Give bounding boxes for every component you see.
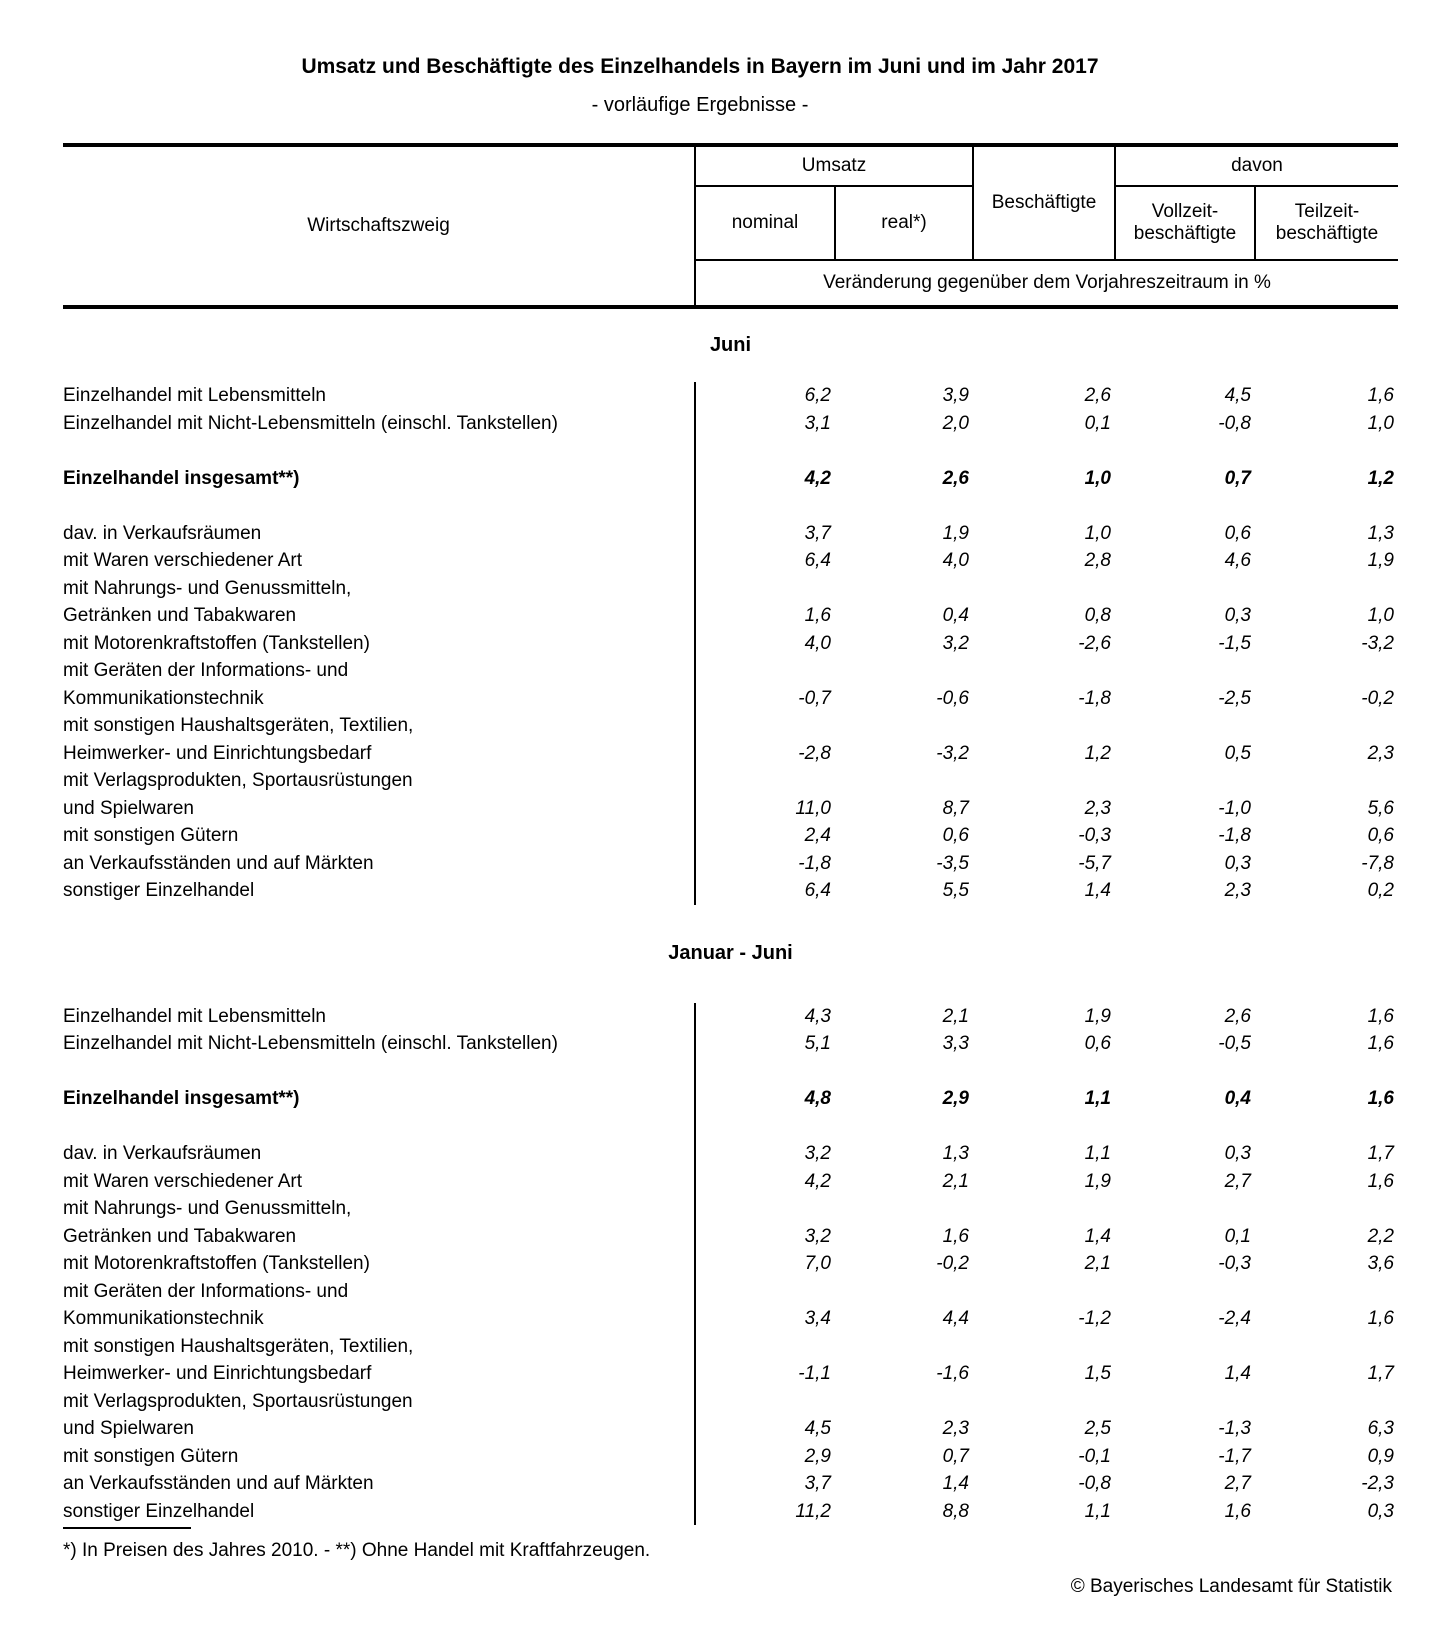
- value-cell-nominal: 1,6: [804, 605, 831, 626]
- value-cell-beschaeftigte: -1,8: [1078, 687, 1111, 709]
- row-label: Einzelhandel mit Lebensmitteln: [63, 1003, 695, 1031]
- value-cell-nominal: 5,1: [804, 1033, 831, 1054]
- value-cell-vollzeit: 4,6: [1224, 550, 1251, 571]
- value-cell-real: 3,3: [942, 1033, 969, 1054]
- value-cell-nominal: 3,7: [804, 522, 831, 544]
- value-cell-nominal: [695, 767, 835, 795]
- value-cell-real: [835, 575, 973, 603]
- row-label: mit sonstigen Gütern: [63, 822, 695, 850]
- value-cell-beschaeftigte: 1,9: [1084, 1005, 1111, 1027]
- table-row: [63, 1470, 1398, 1498]
- row-label: mit Geräten der Informations- und: [63, 1278, 695, 1306]
- value-cell-nominal: 2,4: [804, 825, 831, 846]
- section-heading: Juni: [709, 333, 752, 356]
- value-cell-beschaeftigte: 1,1: [1084, 1088, 1111, 1109]
- value-cell-teilzeit: 0,2: [1367, 880, 1394, 901]
- spacer-cell: [63, 437, 695, 465]
- value-cell-nominal: 4,3: [804, 1005, 831, 1027]
- table-row: [63, 1333, 1398, 1361]
- value-cell-real: [835, 1388, 973, 1416]
- col-header-wirtschaftszweig: Wirtschaftszweig: [63, 145, 695, 307]
- table-row: [63, 630, 1398, 658]
- row-label: mit Geräten der Informations- und: [63, 657, 695, 685]
- table-row: [63, 575, 1398, 603]
- row-label: Einzelhandel mit Nicht-Lebensmitteln (einschl. Tankstellen): [63, 1030, 695, 1058]
- value-cell-teilzeit: 0,3: [1367, 1500, 1394, 1522]
- table-row: [63, 1278, 1398, 1306]
- value-cell-real: 1,4: [942, 1473, 969, 1494]
- value-cell-teilzeit: 1,0: [1367, 412, 1394, 434]
- row-label: mit Motorenkraftstoffen (Tankstellen): [63, 630, 695, 658]
- table-row: [63, 1305, 1398, 1333]
- value-cell-vollzeit: 2,3: [1224, 880, 1251, 901]
- table-row: [63, 822, 1398, 850]
- value-cell-vollzeit: 2,6: [1224, 1005, 1251, 1027]
- value-cell-teilzeit: [1255, 767, 1398, 795]
- value-cell-real: 2,1: [942, 1170, 969, 1192]
- section-heading-row: [63, 307, 1398, 382]
- value-cell-real: 8,7: [942, 797, 969, 819]
- table-row: [63, 1388, 1398, 1416]
- value-cell-beschaeftigte: 2,1: [1084, 1253, 1111, 1274]
- value-cell-nominal: 4,8: [804, 1088, 831, 1109]
- value-cell-vollzeit: [1115, 712, 1255, 740]
- row-label: Kommunikationstechnik: [63, 1305, 695, 1333]
- table-row: [63, 465, 1398, 493]
- spacer-cell: [835, 492, 973, 520]
- page-title: Umsatz und Beschäftigte des Einzelhandels in Bayern im Juni und im Jahr 2017: [301, 55, 1099, 78]
- spacer-cell: [1115, 1113, 1255, 1141]
- value-cell-teilzeit: 2,3: [1367, 742, 1394, 764]
- value-cell-nominal: 4,2: [804, 467, 831, 489]
- spacer-cell: [835, 437, 973, 465]
- value-cell-teilzeit: 1,6: [1367, 1170, 1394, 1192]
- value-cell-beschaeftigte: 1,2: [1084, 742, 1111, 764]
- value-cell-real: [835, 767, 973, 795]
- value-cell-nominal: [695, 712, 835, 740]
- table-row: [63, 1003, 1398, 1031]
- value-cell-beschaeftigte: [973, 712, 1115, 740]
- value-cell-beschaeftigte: -2,6: [1078, 632, 1111, 654]
- row-label: mit Nahrungs- und Genussmitteln,: [63, 575, 695, 603]
- table-header: [63, 145, 1398, 307]
- table-row: [63, 602, 1398, 630]
- value-cell-vollzeit: 0,1: [1224, 1225, 1251, 1247]
- col-header-real: real*): [835, 186, 973, 260]
- value-cell-teilzeit: 1,6: [1367, 1308, 1394, 1329]
- value-cell-vollzeit: -0,8: [1218, 412, 1251, 434]
- spacer-cell: [973, 1058, 1115, 1086]
- row-label: dav. in Verkaufsräumen: [63, 1140, 695, 1168]
- spacer-cell: [695, 1113, 835, 1141]
- value-cell-beschaeftigte: -0,3: [1078, 825, 1111, 846]
- row-label: Einzelhandel insgesamt**): [63, 465, 695, 493]
- row-label: mit sonstigen Gütern: [63, 1443, 695, 1471]
- value-cell-beschaeftigte: -5,7: [1078, 852, 1111, 874]
- row-label: sonstiger Einzelhandel: [63, 877, 695, 905]
- value-cell-real: -0,2: [936, 1253, 969, 1274]
- value-cell-teilzeit: [1255, 575, 1398, 603]
- value-cell-teilzeit: 0,6: [1367, 825, 1394, 846]
- spacer-cell: [63, 492, 695, 520]
- value-cell-nominal: [695, 1333, 835, 1361]
- value-cell-beschaeftigte: 1,1: [1084, 1500, 1111, 1522]
- value-cell-beschaeftigte: 2,8: [1084, 550, 1111, 571]
- value-cell-vollzeit: -1,5: [1218, 632, 1251, 654]
- table-row: [63, 740, 1398, 768]
- table-row: [63, 685, 1398, 713]
- value-cell-teilzeit: [1255, 1388, 1398, 1416]
- value-cell-nominal: 4,5: [804, 1418, 831, 1439]
- value-cell-teilzeit: 6,3: [1367, 1418, 1394, 1439]
- header-row-groups: [63, 145, 1398, 186]
- value-cell-vollzeit: [1115, 1195, 1255, 1223]
- col-header-vollzeit: Vollzeit-beschäftigte: [1115, 186, 1255, 260]
- value-cell-real: 1,6: [942, 1225, 969, 1247]
- statistics-table: [63, 143, 1398, 1525]
- row-label: Kommunikationstechnik: [63, 685, 695, 713]
- value-cell-beschaeftigte: 1,9: [1084, 1170, 1111, 1192]
- value-cell-vollzeit: -2,4: [1218, 1308, 1251, 1329]
- table-row: [63, 657, 1398, 685]
- value-cell-beschaeftigte: [973, 1388, 1115, 1416]
- value-cell-vollzeit: -1,7: [1218, 1445, 1251, 1467]
- value-cell-teilzeit: 1,7: [1367, 1143, 1394, 1164]
- value-cell-teilzeit: 1,6: [1367, 385, 1394, 406]
- table-row: [63, 1030, 1398, 1058]
- value-cell-teilzeit: 1,9: [1367, 550, 1394, 571]
- value-cell-beschaeftigte: [973, 1195, 1115, 1223]
- value-cell-teilzeit: -7,8: [1361, 852, 1394, 874]
- value-cell-nominal: [695, 1388, 835, 1416]
- value-cell-beschaeftigte: 2,6: [1084, 385, 1111, 406]
- value-cell-beschaeftigte: -0,1: [1078, 1445, 1111, 1467]
- value-cell-nominal: -0,7: [798, 687, 831, 709]
- value-cell-vollzeit: 1,6: [1224, 1500, 1251, 1522]
- value-cell-teilzeit: 2,2: [1367, 1225, 1394, 1247]
- spacer-cell: [1255, 437, 1398, 465]
- value-cell-vollzeit: 0,7: [1224, 467, 1251, 489]
- value-cell-nominal: 4,0: [804, 632, 831, 654]
- value-cell-beschaeftigte: 1,0: [1084, 467, 1111, 489]
- table-row: [63, 382, 1398, 410]
- table-row: [63, 1250, 1398, 1278]
- spacer-cell: [973, 437, 1115, 465]
- value-cell-real: 3,2: [942, 632, 969, 654]
- value-cell-teilzeit: [1255, 712, 1398, 740]
- value-cell-real: 5,5: [942, 880, 969, 901]
- value-cell-nominal: 6,2: [804, 385, 831, 406]
- value-cell-nominal: -1,8: [798, 852, 831, 874]
- value-cell-vollzeit: -1,3: [1218, 1418, 1251, 1439]
- value-cell-vollzeit: [1115, 1333, 1255, 1361]
- value-cell-nominal: 11,2: [795, 1500, 831, 1522]
- value-cell-vollzeit: -1,0: [1218, 797, 1251, 819]
- value-cell-teilzeit: 3,6: [1367, 1253, 1394, 1274]
- spacer-row: [63, 492, 1398, 520]
- col-header-beschaeftigte: Beschäftigte: [973, 145, 1115, 260]
- value-cell-vollzeit: 0,3: [1224, 605, 1251, 626]
- spacer-row: [63, 1058, 1398, 1086]
- spacer-cell: [63, 1058, 695, 1086]
- value-cell-real: 8,8: [942, 1500, 969, 1522]
- spacer-cell: [695, 492, 835, 520]
- row-label: an Verkaufsständen und auf Märkten: [63, 850, 695, 878]
- value-cell-real: 2,3: [942, 1418, 969, 1439]
- spacer-cell: [63, 1113, 695, 1141]
- value-cell-teilzeit: 1,6: [1367, 1088, 1394, 1109]
- value-cell-teilzeit: -0,2: [1361, 687, 1394, 709]
- value-cell-real: -1,6: [936, 1363, 969, 1384]
- value-cell-real: 2,0: [942, 412, 969, 434]
- row-label: mit sonstigen Haushaltsgeräten, Textilien,: [63, 1333, 695, 1361]
- row-label: mit Nahrungs- und Genussmitteln,: [63, 1195, 695, 1223]
- value-cell-vollzeit: [1115, 767, 1255, 795]
- value-cell-beschaeftigte: [973, 1278, 1115, 1306]
- table-row: [63, 1195, 1398, 1223]
- value-cell-vollzeit: 0,3: [1224, 1143, 1251, 1164]
- row-label: dav. in Verkaufsräumen: [63, 520, 695, 548]
- table-row: [63, 410, 1398, 438]
- row-label: sonstiger Einzelhandel: [63, 1498, 695, 1526]
- value-cell-beschaeftigte: -0,8: [1078, 1473, 1111, 1494]
- table-row: [63, 1360, 1398, 1388]
- value-cell-nominal: 3,4: [804, 1308, 831, 1329]
- value-cell-nominal: 2,9: [804, 1445, 831, 1467]
- spacer-cell: [835, 1058, 973, 1086]
- value-cell-beschaeftigte: 1,4: [1084, 880, 1111, 901]
- table-row: [63, 520, 1398, 548]
- value-cell-nominal: 6,4: [804, 550, 831, 571]
- value-cell-beschaeftigte: [973, 1333, 1115, 1361]
- spacer-cell: [695, 437, 835, 465]
- value-cell-nominal: -2,8: [798, 742, 831, 764]
- spacer-cell: [695, 1058, 835, 1086]
- value-cell-nominal: 4,2: [804, 1170, 831, 1192]
- value-cell-vollzeit: -0,3: [1218, 1253, 1251, 1274]
- value-cell-teilzeit: 1,6: [1367, 1005, 1394, 1027]
- value-cell-beschaeftigte: 0,6: [1084, 1033, 1111, 1054]
- col-header-teilzeit: Teilzeit-beschäftigte: [1255, 186, 1398, 260]
- spacer-cell: [1255, 1113, 1398, 1141]
- value-cell-real: 0,6: [942, 825, 969, 846]
- table-row: [63, 712, 1398, 740]
- value-cell-real: -3,5: [936, 852, 969, 874]
- row-label: Heimwerker- und Einrichtungsbedarf: [63, 740, 695, 768]
- row-label: mit Verlagsprodukten, Sportausrüstungen: [63, 1388, 695, 1416]
- value-cell-real: [835, 1333, 973, 1361]
- value-cell-real: 3,9: [942, 385, 969, 406]
- spacer-cell: [1115, 437, 1255, 465]
- row-label: mit Waren verschiedener Art: [63, 547, 695, 575]
- row-label: Getränken und Tabakwaren: [63, 1223, 695, 1251]
- value-cell-vollzeit: -2,5: [1218, 687, 1251, 709]
- value-cell-nominal: 3,7: [804, 1473, 831, 1494]
- value-cell-vollzeit: [1115, 1278, 1255, 1306]
- col-header-umsatz: Umsatz: [695, 145, 973, 186]
- table-row: [63, 850, 1398, 878]
- value-cell-vollzeit: [1115, 1388, 1255, 1416]
- row-label: Getränken und Tabakwaren: [63, 602, 695, 630]
- value-cell-teilzeit: -2,3: [1361, 1473, 1394, 1494]
- table-body: [63, 307, 1398, 1525]
- value-cell-teilzeit: [1255, 1195, 1398, 1223]
- value-cell-nominal: [695, 1195, 835, 1223]
- page-subtitle: - vorläufige Ergebnisse -: [591, 94, 809, 116]
- value-cell-vollzeit: 1,4: [1224, 1363, 1251, 1384]
- value-cell-real: [835, 712, 973, 740]
- value-cell-nominal: 7,0: [804, 1253, 831, 1274]
- value-cell-beschaeftigte: 0,8: [1084, 605, 1111, 626]
- table-row: [63, 1498, 1398, 1526]
- value-cell-nominal: 3,2: [804, 1143, 831, 1164]
- row-label: mit Waren verschiedener Art: [63, 1168, 695, 1196]
- value-cell-vollzeit: [1115, 575, 1255, 603]
- row-label: und Spielwaren: [63, 1415, 695, 1443]
- section-heading-row: [63, 905, 1398, 1003]
- col-header-davon: davon: [1115, 145, 1398, 186]
- value-cell-nominal: 6,4: [804, 880, 831, 901]
- value-cell-real: 2,1: [942, 1005, 969, 1027]
- row-label: und Spielwaren: [63, 795, 695, 823]
- value-cell-nominal: -1,1: [798, 1363, 831, 1384]
- value-cell-real: 4,0: [942, 550, 969, 571]
- spacer-cell: [973, 1113, 1115, 1141]
- value-cell-beschaeftigte: 1,5: [1084, 1363, 1111, 1384]
- value-cell-teilzeit: [1255, 1333, 1398, 1361]
- value-cell-vollzeit: 0,4: [1224, 1088, 1251, 1109]
- footnote-text: *) In Preisen des Jahres 2010. - **) Ohne Handel mit Kraftfahrzeugen.: [63, 1540, 651, 1561]
- row-label: Heimwerker- und Einrichtungsbedarf: [63, 1360, 695, 1388]
- value-cell-real: 0,4: [942, 605, 969, 626]
- col-header-nominal: nominal: [695, 186, 835, 260]
- value-cell-real: 2,9: [942, 1088, 969, 1109]
- value-cell-real: -3,2: [936, 742, 969, 764]
- value-cell-vollzeit: -1,8: [1218, 825, 1251, 846]
- value-cell-real: 1,3: [942, 1143, 969, 1164]
- value-cell-beschaeftigte: 1,1: [1084, 1143, 1111, 1164]
- value-cell-teilzeit: -3,2: [1361, 632, 1394, 654]
- spacer-cell: [1255, 1058, 1398, 1086]
- value-cell-vollzeit: 2,7: [1224, 1473, 1251, 1494]
- table-row: [63, 877, 1398, 905]
- spacer-row: [63, 437, 1398, 465]
- value-cell-vollzeit: [1115, 657, 1255, 685]
- row-label: Einzelhandel insgesamt**): [63, 1085, 695, 1113]
- value-cell-teilzeit: [1255, 657, 1398, 685]
- spacer-cell: [1115, 492, 1255, 520]
- table-row: [63, 547, 1398, 575]
- value-cell-vollzeit: 0,5: [1224, 742, 1251, 764]
- value-cell-nominal: [695, 657, 835, 685]
- value-cell-nominal: [695, 1278, 835, 1306]
- value-cell-nominal: [695, 575, 835, 603]
- value-cell-vollzeit: 4,5: [1224, 385, 1251, 406]
- row-label: Einzelhandel mit Lebensmitteln: [63, 382, 695, 410]
- value-cell-beschaeftigte: [973, 657, 1115, 685]
- row-label: mit sonstigen Haushaltsgeräten, Textilien,: [63, 712, 695, 740]
- value-cell-real: -0,6: [936, 687, 969, 709]
- value-cell-real: 2,6: [942, 467, 969, 489]
- row-label: mit Verlagsprodukten, Sportausrüstungen: [63, 767, 695, 795]
- value-cell-beschaeftigte: [973, 767, 1115, 795]
- row-label: Einzelhandel mit Nicht-Lebensmitteln (einschl. Tankstellen): [63, 410, 695, 438]
- spacer-cell: [973, 492, 1115, 520]
- value-cell-real: [835, 1195, 973, 1223]
- value-cell-nominal: 3,2: [804, 1225, 831, 1247]
- value-cell-beschaeftigte: 1,0: [1084, 522, 1111, 544]
- value-cell-vollzeit: 0,6: [1224, 522, 1251, 544]
- table-row: [63, 795, 1398, 823]
- value-cell-real: [835, 657, 973, 685]
- value-cell-nominal: 3,1: [804, 412, 831, 434]
- value-cell-teilzeit: 1,0: [1367, 605, 1394, 626]
- value-cell-beschaeftigte: 1,4: [1084, 1225, 1111, 1247]
- value-cell-teilzeit: 1,6: [1367, 1033, 1394, 1054]
- table-row: [63, 1085, 1398, 1113]
- footnote-separator: [63, 1527, 191, 1529]
- value-cell-vollzeit: 2,7: [1224, 1170, 1251, 1192]
- value-cell-vollzeit: 0,3: [1224, 852, 1251, 874]
- value-cell-real: [835, 1278, 973, 1306]
- value-cell-nominal: 11,0: [795, 797, 831, 819]
- value-cell-teilzeit: 0,9: [1367, 1445, 1394, 1467]
- value-cell-beschaeftigte: -1,2: [1078, 1308, 1111, 1329]
- row-label: an Verkaufsständen und auf Märkten: [63, 1470, 695, 1498]
- row-label: mit Motorenkraftstoffen (Tankstellen): [63, 1250, 695, 1278]
- value-cell-beschaeftigte: 2,3: [1084, 797, 1111, 819]
- copyright-text: © Bayerisches Landesamt für Statistik: [1070, 1576, 1392, 1597]
- table-row: [63, 767, 1398, 795]
- table-row: [63, 1443, 1398, 1471]
- table-row: [63, 1223, 1398, 1251]
- table-row: [63, 1415, 1398, 1443]
- value-cell-beschaeftigte: 2,5: [1084, 1418, 1111, 1439]
- value-cell-teilzeit: 5,6: [1367, 797, 1394, 819]
- value-cell-teilzeit: 1,7: [1367, 1363, 1394, 1384]
- value-cell-teilzeit: 1,3: [1367, 522, 1394, 544]
- value-cell-beschaeftigte: [973, 575, 1115, 603]
- value-cell-real: 1,9: [942, 522, 969, 544]
- value-cell-beschaeftigte: 0,1: [1084, 412, 1111, 434]
- table-row: [63, 1168, 1398, 1196]
- spacer-row: [63, 1113, 1398, 1141]
- spacer-cell: [1255, 492, 1398, 520]
- spacer-cell: [835, 1113, 973, 1141]
- change-note: Veränderung gegenüber dem Vorjahreszeitraum in %: [695, 260, 1398, 307]
- value-cell-teilzeit: [1255, 1278, 1398, 1306]
- spacer-cell: [1115, 1058, 1255, 1086]
- value-cell-real: 4,4: [942, 1308, 969, 1329]
- section-heading: Januar - Juni: [668, 941, 793, 964]
- value-cell-teilzeit: 1,2: [1367, 467, 1394, 489]
- value-cell-vollzeit: -0,5: [1218, 1033, 1251, 1054]
- value-cell-real: 0,7: [942, 1445, 969, 1467]
- table-row: [63, 1140, 1398, 1168]
